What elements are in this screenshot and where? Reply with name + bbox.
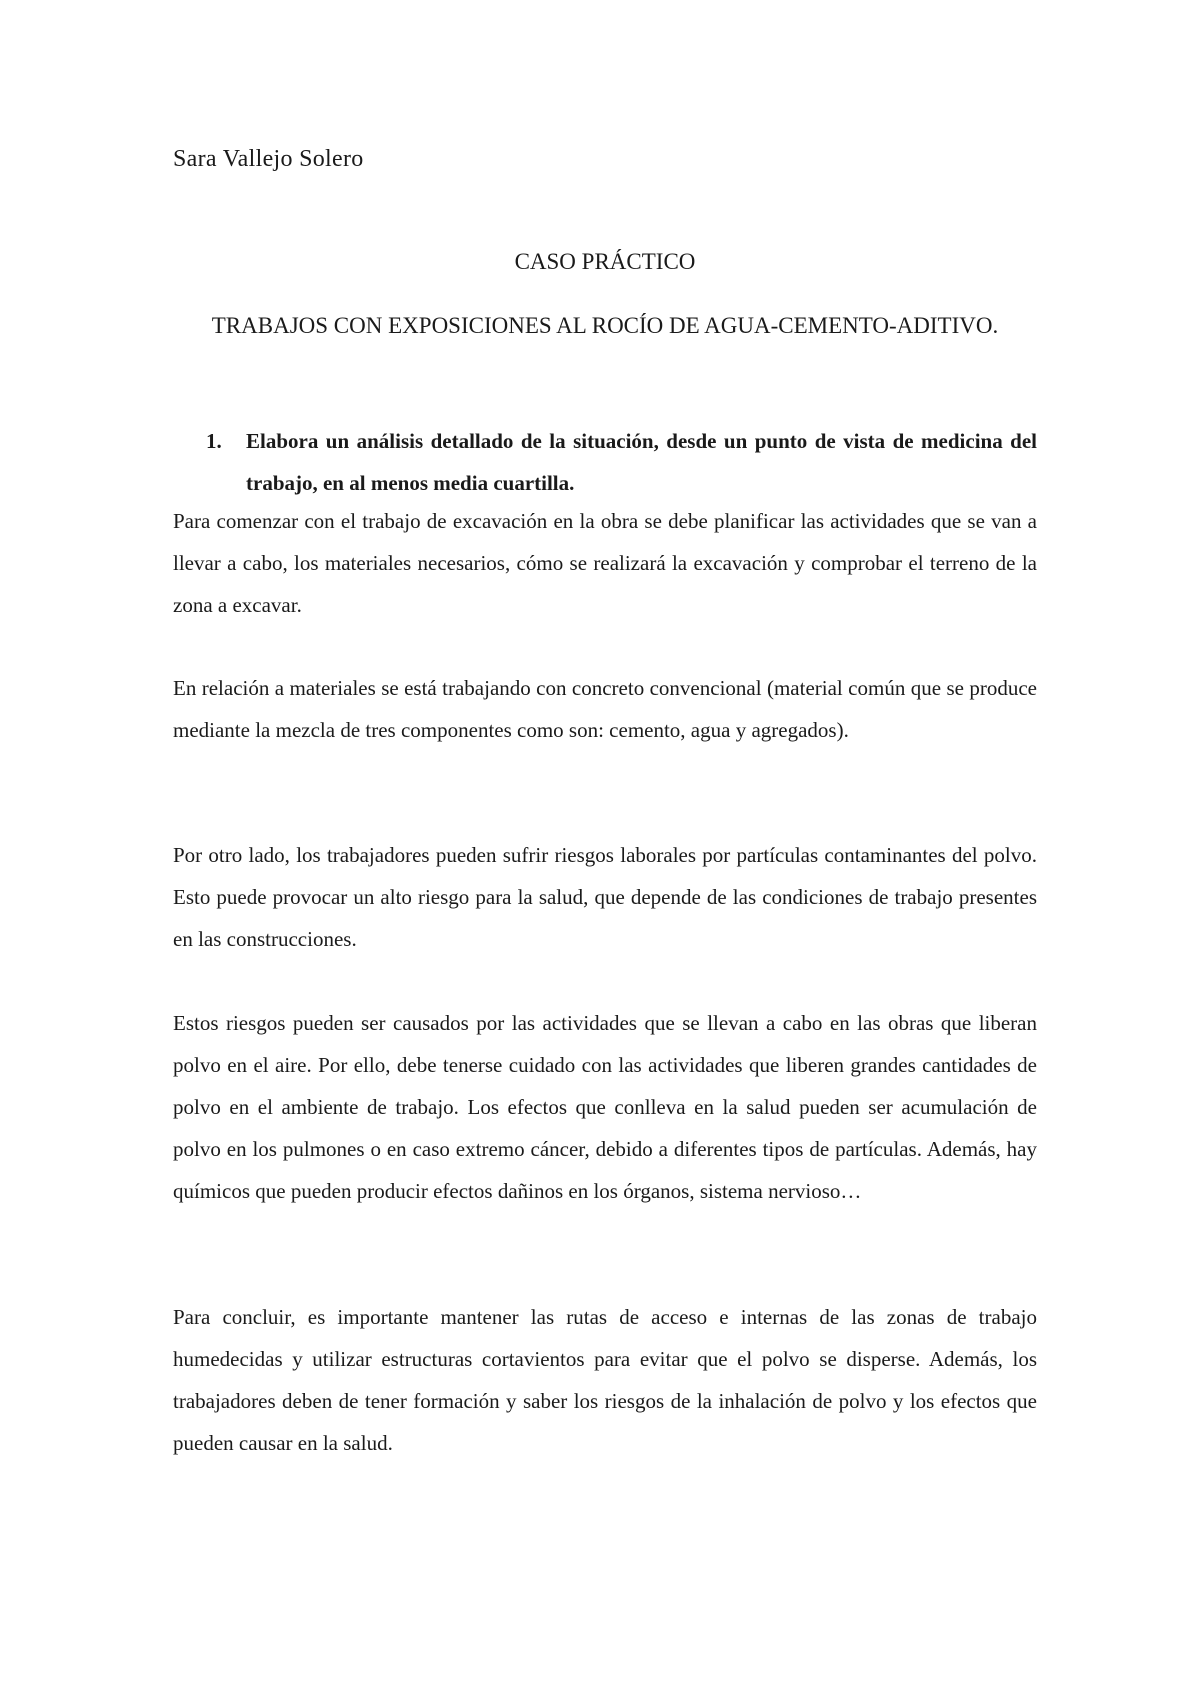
document-subtitle: TRABAJOS CON EXPOSICIONES AL ROCÍO DE AGUA-CEMENTO-ADITIVO. — [211, 313, 999, 338]
author-name: Sara Vallejo Solero — [173, 146, 364, 172]
paragraph: Para concluir, es importante mantener las rutas de acceso e internas de las zonas de trabajo humedecidas y utilizar estructuras cortavientos para evitar que el polvo se disperse. Además, los trabajadores deben de tener formación y saber los riesgos de la inhalación de polvo y los efectos que pueden causar en la salud. — [173, 1305, 1037, 1455]
paragraph: Por otro lado, los trabajadores pueden sufrir riesgos laborales por partículas contaminantes del polvo. Esto puede provocar un alto riesgo para la salud, que depende de las condiciones de trabajo presentes en las construcciones. — [173, 843, 1037, 951]
paragraph: En relación a materiales se está trabajando con concreto convencional (material común que se produce mediante la mezcla de tres componentes como son: cemento, agua y agregados). — [173, 676, 1037, 742]
question-number: 1. — [206, 429, 222, 453]
paragraph: Para comenzar con el trabajo de excavación en la obra se debe planificar las actividades que se van a llevar a cabo, los materiales necesarios, cómo se realizará la excavación y comprobar el terreno de la zona a excavar. — [173, 509, 1037, 617]
question-text: Elabora un análisis detallado de la situación, desde un punto de vista de medicina del trabajo, en al menos media cuartilla. — [246, 429, 1037, 495]
paragraph: Estos riesgos pueden ser causados por las actividades que se llevan a cabo en las obras que liberan polvo en el aire. Por ello, debe tenerse cuidado con las actividades que liberen grandes cantidades de polvo en el ambiente de trabajo. Los efectos que conlleva en la salud pueden ser acumulación de polvo en los pulmones o en caso extremo cáncer, debido a diferentes tipos de partículas. Además, hay químicos que pueden producir efectos dañinos en los órganos, sistema nervioso… — [173, 1011, 1037, 1203]
question-item — [173, 420, 1037, 504]
document-title: CASO PRÁCTICO — [514, 249, 696, 274]
